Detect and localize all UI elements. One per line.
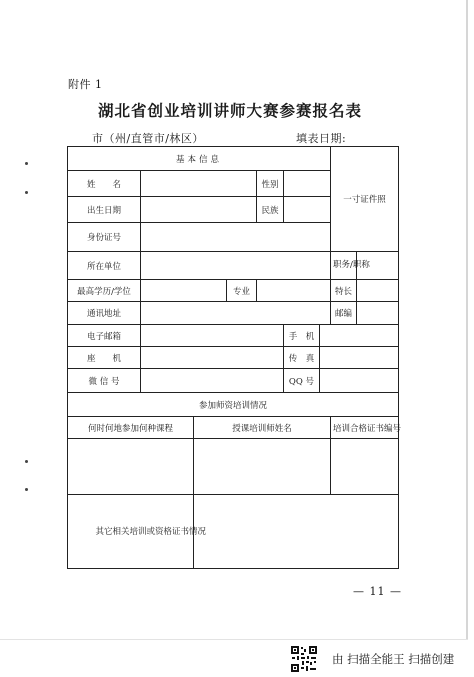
name-label: 姓 名 — [68, 171, 141, 197]
education-label: 最高学历/学位 — [68, 280, 141, 302]
landline-label: 座 机 — [68, 347, 141, 369]
table-row — [68, 325, 399, 347]
name-field[interactable] — [141, 171, 257, 197]
table-row — [68, 280, 399, 302]
education-field[interactable] — [141, 280, 227, 302]
training-course-header: 何时何地参加何种课程 — [68, 417, 194, 439]
employer-field[interactable] — [141, 252, 331, 280]
trainer-name-field[interactable] — [194, 439, 331, 495]
scan-speck — [25, 191, 28, 194]
scan-speck — [25, 162, 28, 165]
scan-speck — [25, 488, 28, 491]
table-row — [68, 347, 399, 369]
training-section-heading: 参加师资培训情况 — [68, 393, 399, 417]
table-row — [68, 495, 399, 569]
qr-code-icon — [290, 645, 318, 673]
wechat-field[interactable] — [141, 369, 284, 393]
page-title: 湖北省创业培训讲师大赛参赛报名表 — [98, 101, 363, 120]
postcode-field[interactable] — [357, 302, 399, 325]
id-number-label: 身份证号 — [68, 223, 141, 252]
city-label: 市（州/直管市/林区） — [92, 132, 204, 145]
specialty-field[interactable] — [357, 280, 399, 302]
mobile-label: 手 机 — [284, 325, 320, 347]
trainer-name-header: 授课培训师姓名 — [194, 417, 331, 439]
page-edge-bottom — [0, 639, 468, 640]
photo-label: 一寸证件照 — [343, 195, 386, 205]
specialty-label: 特长 — [331, 280, 357, 302]
table-row — [68, 417, 399, 439]
postcode-label: 邮编 — [331, 302, 357, 325]
table-row — [68, 302, 399, 325]
training-course-field[interactable] — [68, 439, 194, 495]
basic-info-heading: 基本信息 — [68, 147, 331, 171]
gender-field[interactable] — [284, 171, 331, 197]
major-field[interactable] — [257, 280, 331, 302]
certificate-number-field[interactable] — [331, 439, 399, 495]
landline-field[interactable] — [141, 347, 284, 369]
address-field[interactable] — [141, 302, 331, 325]
attachment-label: 附件 1 — [68, 78, 103, 91]
photo-cell — [331, 147, 399, 252]
table-row — [68, 439, 399, 495]
birth-date-label: 出生日期 — [68, 197, 141, 223]
registration-form — [67, 146, 402, 569]
certificate-number-header: 培训合格证书编号 — [331, 417, 399, 439]
scan-speck — [25, 460, 28, 463]
scanner-footer — [290, 645, 454, 673]
table-row — [68, 393, 399, 417]
fill-date-label: 填表日期: — [296, 132, 347, 145]
address-label: 通讯地址 — [68, 302, 141, 325]
fax-field[interactable] — [320, 347, 399, 369]
email-field[interactable] — [141, 325, 284, 347]
id-number-field[interactable] — [141, 223, 331, 252]
wechat-label: 微 信 号 — [68, 369, 141, 393]
page-edge-shadow — [466, 0, 468, 640]
fax-label: 传 真 — [284, 347, 320, 369]
qq-field[interactable] — [320, 369, 399, 393]
table-row — [68, 147, 399, 171]
table-row — [68, 369, 399, 393]
position-title-label: 职务/职称 — [331, 252, 357, 280]
major-label: 专业 — [227, 280, 257, 302]
ethnicity-field[interactable] — [284, 197, 331, 223]
page-number: — 11 — — [353, 585, 402, 598]
mobile-field[interactable] — [320, 325, 399, 347]
employer-label: 所在单位 — [68, 252, 141, 280]
gender-label: 性别 — [257, 171, 284, 197]
table-row — [68, 252, 399, 280]
other-training-text: 其它相关培训或资格证书情况 — [95, 526, 207, 537]
other-training-field[interactable] — [194, 495, 399, 569]
birth-date-field[interactable] — [141, 197, 257, 223]
email-label: 电子邮箱 — [68, 325, 141, 347]
qq-label: QQ 号 — [284, 369, 320, 393]
ethnicity-label: 民族 — [257, 197, 284, 223]
scanner-caption: 由 扫描全能王 扫描创建 — [332, 652, 455, 666]
other-training-label — [68, 495, 207, 569]
